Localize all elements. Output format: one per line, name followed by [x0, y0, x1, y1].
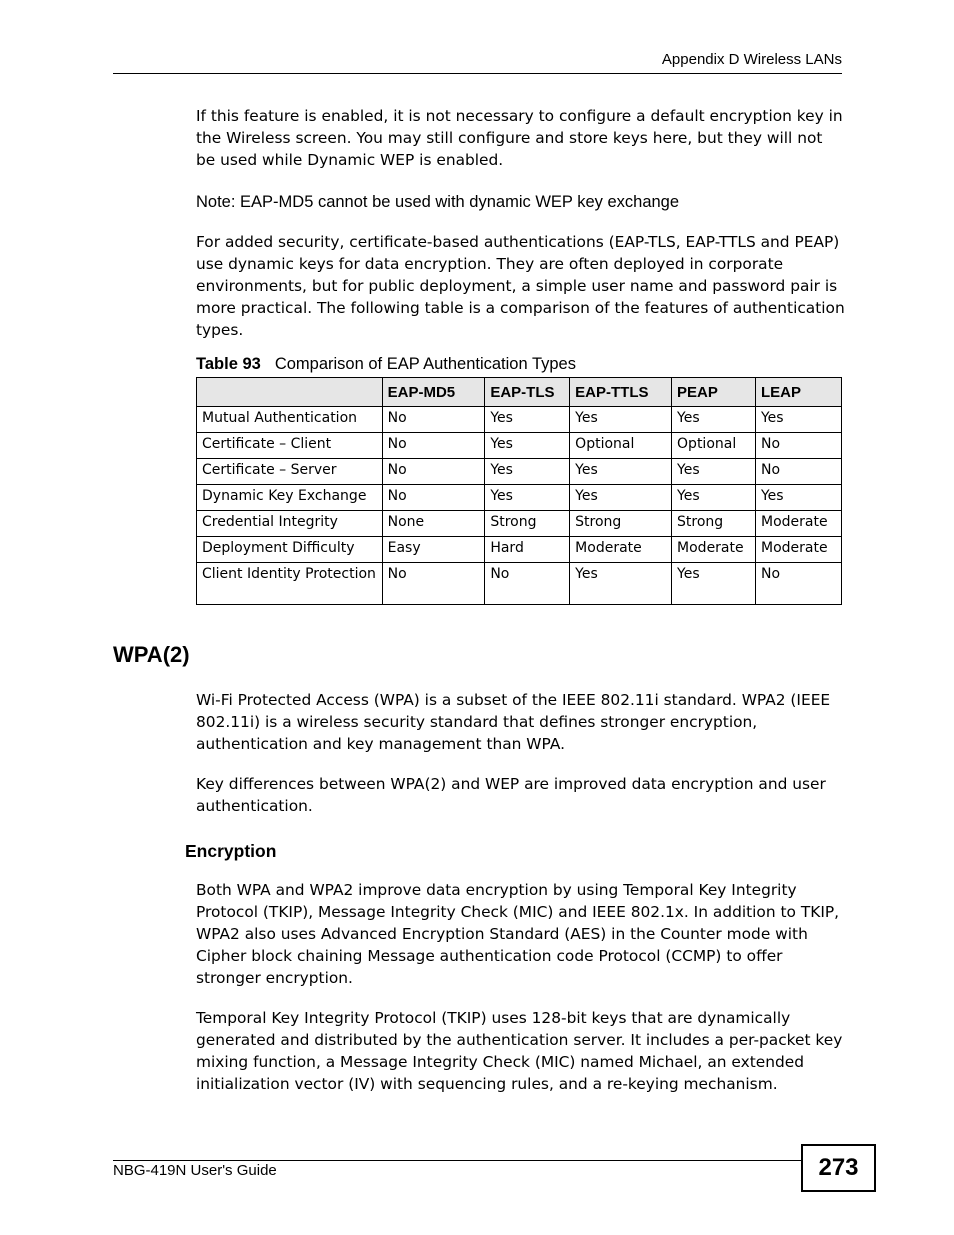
table-cell: Credential Integrity: [197, 511, 383, 537]
header-divider: [113, 73, 842, 74]
table-cell: Yes: [570, 459, 672, 485]
table-cell: Yes: [755, 485, 841, 511]
table-cell: Hard: [485, 537, 570, 563]
section-heading-wpa: WPA(2): [113, 642, 190, 667]
table-cell: Strong: [570, 511, 672, 537]
table-cell: Yes: [485, 407, 570, 433]
table-row: [197, 459, 842, 485]
table-row: [197, 433, 842, 459]
table-header-cell: EAP-MD5: [382, 378, 485, 407]
table-row: [197, 407, 842, 433]
table-cell: Deployment Difficulty: [197, 537, 383, 563]
table-header-cell: [197, 378, 383, 407]
table-cell: Moderate: [570, 537, 672, 563]
table-cell: Yes: [672, 563, 756, 605]
paragraph-wpa-differences: Key differences between WPA(2) and WEP are improved data encryption and user authentication.: [196, 775, 826, 815]
table-caption-title: Comparison of EAP Authentication Types: [274, 355, 576, 373]
table-cell: No: [382, 459, 485, 485]
table-cell: Mutual Authentication: [197, 407, 383, 433]
table-cell: Client Identity Protection: [197, 563, 383, 605]
table-cell: No: [755, 563, 841, 605]
table-row: [197, 511, 842, 537]
paragraph-dynamic-wep: If this feature is enabled, it is not necessary to configure a default encryption key in the Wireless screen. You may still configure and store keys here, but they will not be used while Dynamic WEP is enabled.: [196, 107, 843, 169]
table-cell: Yes: [570, 407, 672, 433]
table-cell: None: [382, 511, 485, 537]
page-number: 273: [801, 1144, 876, 1192]
table-header-cell: EAP-TTLS: [570, 378, 672, 407]
table-cell: Moderate: [755, 511, 841, 537]
table-row: [197, 563, 842, 605]
paragraph-cert-auth: For added security, certificate-based authentications (EAP-TLS, EAP-TTLS and PEAP) use dynamic keys for data encryption. They are often deployed in corporate environments, but for public deployment, a simple user name and password pair is more practical. The following table is a comparison of the features of authentication types.: [196, 233, 845, 339]
table-cell: No: [382, 563, 485, 605]
footer-guide-title: NBG-419N User's Guide: [113, 1162, 277, 1179]
table-cell: No: [485, 563, 570, 605]
table-cell: Certificate – Client: [197, 433, 383, 459]
table-cell: Certificate – Server: [197, 459, 383, 485]
table-cell: No: [382, 485, 485, 511]
table-cell: Yes: [485, 459, 570, 485]
table-cell: Yes: [672, 459, 756, 485]
table-header-row: [197, 378, 842, 407]
paragraph-encryption-2: Temporal Key Integrity Protocol (TKIP) uses 128-bit keys that are dynamically generated and distributed by the authentication server. It includes a per-packet key mixing function, a Message Integrity Check (MIC) named Michael, an extended initialization vector (IV) with sequencing rules, and a re-keying mechanism.: [196, 1009, 843, 1093]
paragraph-wpa-intro: Wi-Fi Protected Access (WPA) is a subset of the IEEE 802.11i standard. WPA2 (IEEE 802.11i) is a wireless security standard that defines stronger encryption, authentication and key management than WPA.: [196, 691, 831, 753]
table-cell: Yes: [570, 563, 672, 605]
table-header-cell: EAP-TLS: [485, 378, 570, 407]
table-cell: Moderate: [755, 537, 841, 563]
table-cell: Easy: [382, 537, 485, 563]
table-cell: Yes: [672, 407, 756, 433]
running-header: Appendix D Wireless LANs: [661, 51, 842, 68]
footer-divider: [113, 1160, 801, 1161]
paragraph-encryption-1: Both WPA and WPA2 improve data encryption by using Temporal Key Integrity Protocol (TKIP), Message Integrity Check (MIC) and IEEE 802.1x. In addition to TKIP, WPA2 also uses Advanced Encryption Standard (AES) in the Counter mode with Cipher block chaining Message authentication code Protocol (CCMP) to offer stronger encryption.: [196, 881, 840, 987]
table-header-cell: LEAP: [755, 378, 841, 407]
table-cell: Optional: [672, 433, 756, 459]
table-cell: Moderate: [672, 537, 756, 563]
subsection-heading-encryption: Encryption: [185, 841, 277, 861]
table-header-cell: PEAP: [672, 378, 756, 407]
table-cell: Optional: [570, 433, 672, 459]
table-cell: Yes: [485, 433, 570, 459]
table-cell: No: [382, 407, 485, 433]
note-eap-md5: Note: EAP-MD5 cannot be used with dynamic WEP key exchange: [196, 193, 680, 211]
table-cell: Yes: [485, 485, 570, 511]
table-caption: [196, 355, 576, 374]
table-cell: Yes: [672, 485, 756, 511]
table-cell: Yes: [755, 407, 841, 433]
table-row: [197, 485, 842, 511]
table-cell: No: [382, 433, 485, 459]
table-cell: Strong: [672, 511, 756, 537]
table-row: [197, 537, 842, 563]
eap-comparison-table: [196, 377, 842, 605]
table-caption-number: Table 93: [196, 355, 261, 373]
table-cell: Dynamic Key Exchange: [197, 485, 383, 511]
table-cell: No: [755, 459, 841, 485]
table-cell: Strong: [485, 511, 570, 537]
table-cell: Yes: [570, 485, 672, 511]
table-cell: No: [755, 433, 841, 459]
